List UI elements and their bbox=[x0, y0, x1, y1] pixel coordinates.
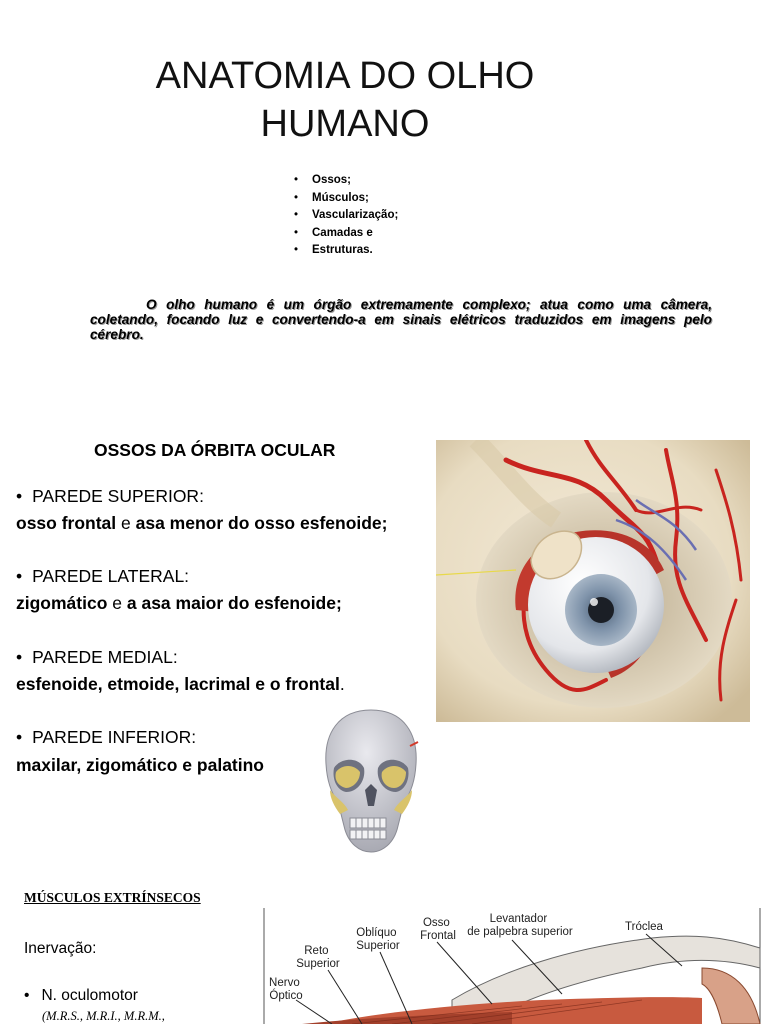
label-osso-frontal-1: Osso bbox=[422, 917, 450, 929]
label-osso-frontal-2: Frontal bbox=[420, 930, 456, 942]
nerve-muscle-list: (M.R.S., M.R.I., M.R.M., bbox=[42, 1009, 165, 1023]
svg-text:Osso Frontal bbox=[420, 917, 456, 942]
topic-item: • Vascularização; bbox=[292, 207, 398, 225]
wall-title-medial: • PAREDE MEDIAL: bbox=[16, 647, 178, 668]
eye-orbit-illustration bbox=[436, 440, 750, 722]
label-levantador-1: Levantador bbox=[489, 913, 548, 925]
wall-title-superior: • PAREDE SUPERIOR: bbox=[16, 486, 204, 507]
intro-paragraph: O olho humano é um órgão extremamente complexo; atua como uma câmera, coletando, focando luz e convertendo-a em sinais elétricos traduzidos em imagens pelo cérebro. bbox=[90, 297, 712, 342]
topic-item: • Ossos; bbox=[292, 172, 398, 190]
label-obliquo-superior-2: Superior bbox=[356, 940, 400, 952]
topic-item: • Estruturas. bbox=[292, 242, 398, 260]
orbit-muscle-diagram bbox=[262, 908, 762, 1024]
wall-desc-medial: esfenoide, etmoide, lacrimal e o frontal. bbox=[16, 674, 345, 694]
muscles-heading: MÚSCULOS EXTRÍNSECOS bbox=[24, 890, 201, 905]
title-line-1: ANATOMIA DO OLHO bbox=[155, 55, 535, 97]
wall-title-lateral: • PAREDE LATERAL: bbox=[16, 566, 189, 587]
innervation-label: Inervação: bbox=[24, 940, 97, 957]
wall-desc-lateral: zigomático e a asa maior do esfenoide; bbox=[16, 593, 342, 613]
wall-desc-superior: osso frontal e asa menor do osso esfenoide; bbox=[16, 513, 388, 533]
svg-text:Tróclea bbox=[625, 921, 664, 933]
label-levantador-2: de palpebra superior bbox=[467, 926, 573, 938]
topic-item: • Camadas e bbox=[292, 225, 398, 243]
label-obliquo-superior-1: Oblíquo bbox=[356, 927, 397, 939]
svg-text:Oblíquo Superior bbox=[356, 927, 400, 952]
label-reto-superior-2: Superior bbox=[296, 958, 340, 970]
skull-illustration bbox=[318, 706, 424, 856]
nerve-item: • N. oculomotor bbox=[24, 987, 138, 1005]
page-title bbox=[100, 52, 590, 148]
wall-desc-inferior: maxilar, zigomático e palatino bbox=[16, 755, 264, 775]
svg-text:Nervo Óptico bbox=[269, 977, 303, 1002]
title-line-2: HUMANO bbox=[260, 103, 430, 145]
label-nervo-optico-2: Óptico bbox=[269, 990, 303, 1002]
label-reto-superior-1: Reto bbox=[304, 945, 329, 957]
teeth bbox=[350, 818, 386, 839]
wall-title-inferior: • PAREDE INFERIOR: bbox=[16, 727, 196, 748]
topic-list bbox=[292, 172, 398, 260]
topic-item: • Músculos; bbox=[292, 190, 398, 208]
label-troclea: Tróclea bbox=[625, 921, 663, 933]
label-nervo-optico-1: Nervo bbox=[269, 977, 300, 989]
orbit-heading: OSSOS DA ÓRBITA OCULAR bbox=[94, 440, 336, 460]
